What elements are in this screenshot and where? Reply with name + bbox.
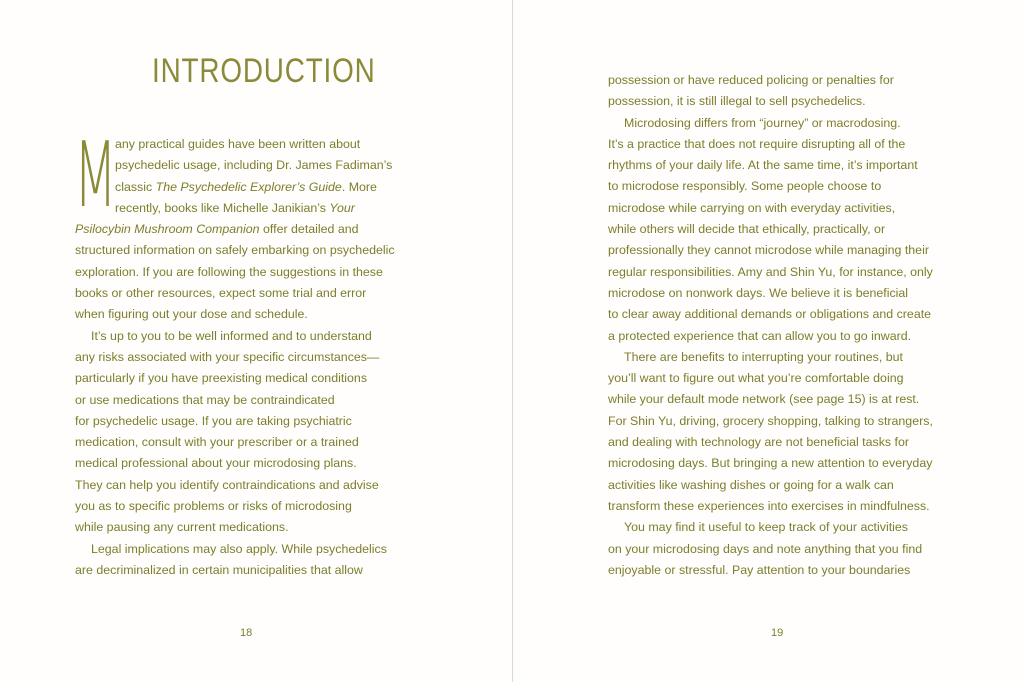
body-line: possession, it is still illegal to sell psychedelics. xyxy=(608,94,866,109)
body-line: any risks associated with your specific circumstances— xyxy=(75,349,380,364)
right-body-text xyxy=(608,70,968,581)
body-line: structured information on safely embarking on psychedelic xyxy=(75,243,395,258)
body-line: medication, consult with your prescriber or a trained xyxy=(75,435,359,450)
body-line: any practical guides have been written about xyxy=(115,137,361,151)
body-line: for psychedelic usage. If you are taking psychiatric xyxy=(75,413,352,428)
left-body-text xyxy=(74,123,435,581)
body-line: a protected experience that can allow you to go inward. xyxy=(608,328,912,343)
body-line: You may find it useful to keep track of your activities xyxy=(624,520,908,535)
body-line: and dealing with technology are not beneficial tasks for xyxy=(608,435,910,450)
body-line: There are benefits to interrupting your routines, but xyxy=(624,349,903,364)
page-number-right: 19 xyxy=(771,627,784,639)
body-line: rhythms of your daily life. At the same time, it’s important xyxy=(608,158,918,173)
body-line: while pausing any current medications. xyxy=(75,520,289,535)
body-line: microdose on nonwork days. We believe it is beneficial xyxy=(608,285,909,300)
body-line: microdose while carrying on with everyday activities, xyxy=(608,200,896,215)
page-number-left: 18 xyxy=(240,627,253,639)
body-line: transform these experiences into exercises in mindfulness. xyxy=(608,498,930,513)
body-line: psychedelic usage, including Dr. James Fadiman’s xyxy=(115,158,393,173)
body-line: It’s a practice that does not require disrupting all of the xyxy=(608,136,906,151)
body-line: It’s up to you to be well informed and to understand xyxy=(91,328,372,343)
body-line: microdosing days. But bringing a new attention to everyday xyxy=(608,456,933,471)
body-line: you’ll want to figure out what you’re comfortable doing xyxy=(608,371,904,386)
drop-cap: M xyxy=(74,123,117,228)
body-line: enjoyable or stressful. Pay attention to your boundaries xyxy=(608,562,911,577)
body-line: medical professional about your microdosing plans. xyxy=(75,456,357,471)
body-line: regular responsibilities. Amy and Shin Yu, for instance, only xyxy=(608,264,933,279)
body-line: on your microdosing days and note anything that you find xyxy=(608,541,923,556)
body-line: particularly if you have preexisting medical conditions xyxy=(75,371,368,386)
body-line: exploration. If you are following the suggestions in these xyxy=(75,264,383,279)
body-line: professionally they cannot microdose while managing their xyxy=(608,243,929,258)
chapter-title: INTRODUCTION xyxy=(152,52,376,90)
body-line: activities like washing dishes or going for a walk can xyxy=(608,477,894,492)
body-line: to microdose responsibly. Some people choose to xyxy=(608,179,882,194)
body-line: Legal implications may also apply. While psychedelics xyxy=(91,541,387,556)
body-line: recently, books like Michelle Janikian’s Your xyxy=(115,200,355,215)
body-line: They can help you identify contraindications and advise xyxy=(75,477,379,492)
body-line: you as to specific problems or risks of microdosing xyxy=(75,499,352,514)
body-line: books or other resources, expect some trial and error xyxy=(75,286,367,301)
body-line: Psilocybin Mushroom Companion offer detailed and xyxy=(75,222,359,237)
body-line: when figuring out your dose and schedule. xyxy=(75,307,308,322)
body-line: to clear away additional demands or obligations and create xyxy=(608,307,932,322)
body-line: classic The Psychedelic Explorer’s Guide. More xyxy=(115,179,377,194)
body-line: or use medications that may be contraindicated xyxy=(75,392,335,407)
body-line: possession or have reduced policing or penalties for xyxy=(608,73,894,87)
body-line: Microdosing differs from “journey” or macrodosing. xyxy=(624,115,901,130)
body-line: while your default mode network (see page 15) is at rest. xyxy=(608,392,920,407)
body-line: while others will decide that ethically, practically, or xyxy=(608,222,886,237)
body-line: are decriminalized in certain municipalities that allow xyxy=(75,562,363,577)
body-line: For Shin Yu, driving, grocery shopping, talking to strangers, xyxy=(608,413,933,428)
